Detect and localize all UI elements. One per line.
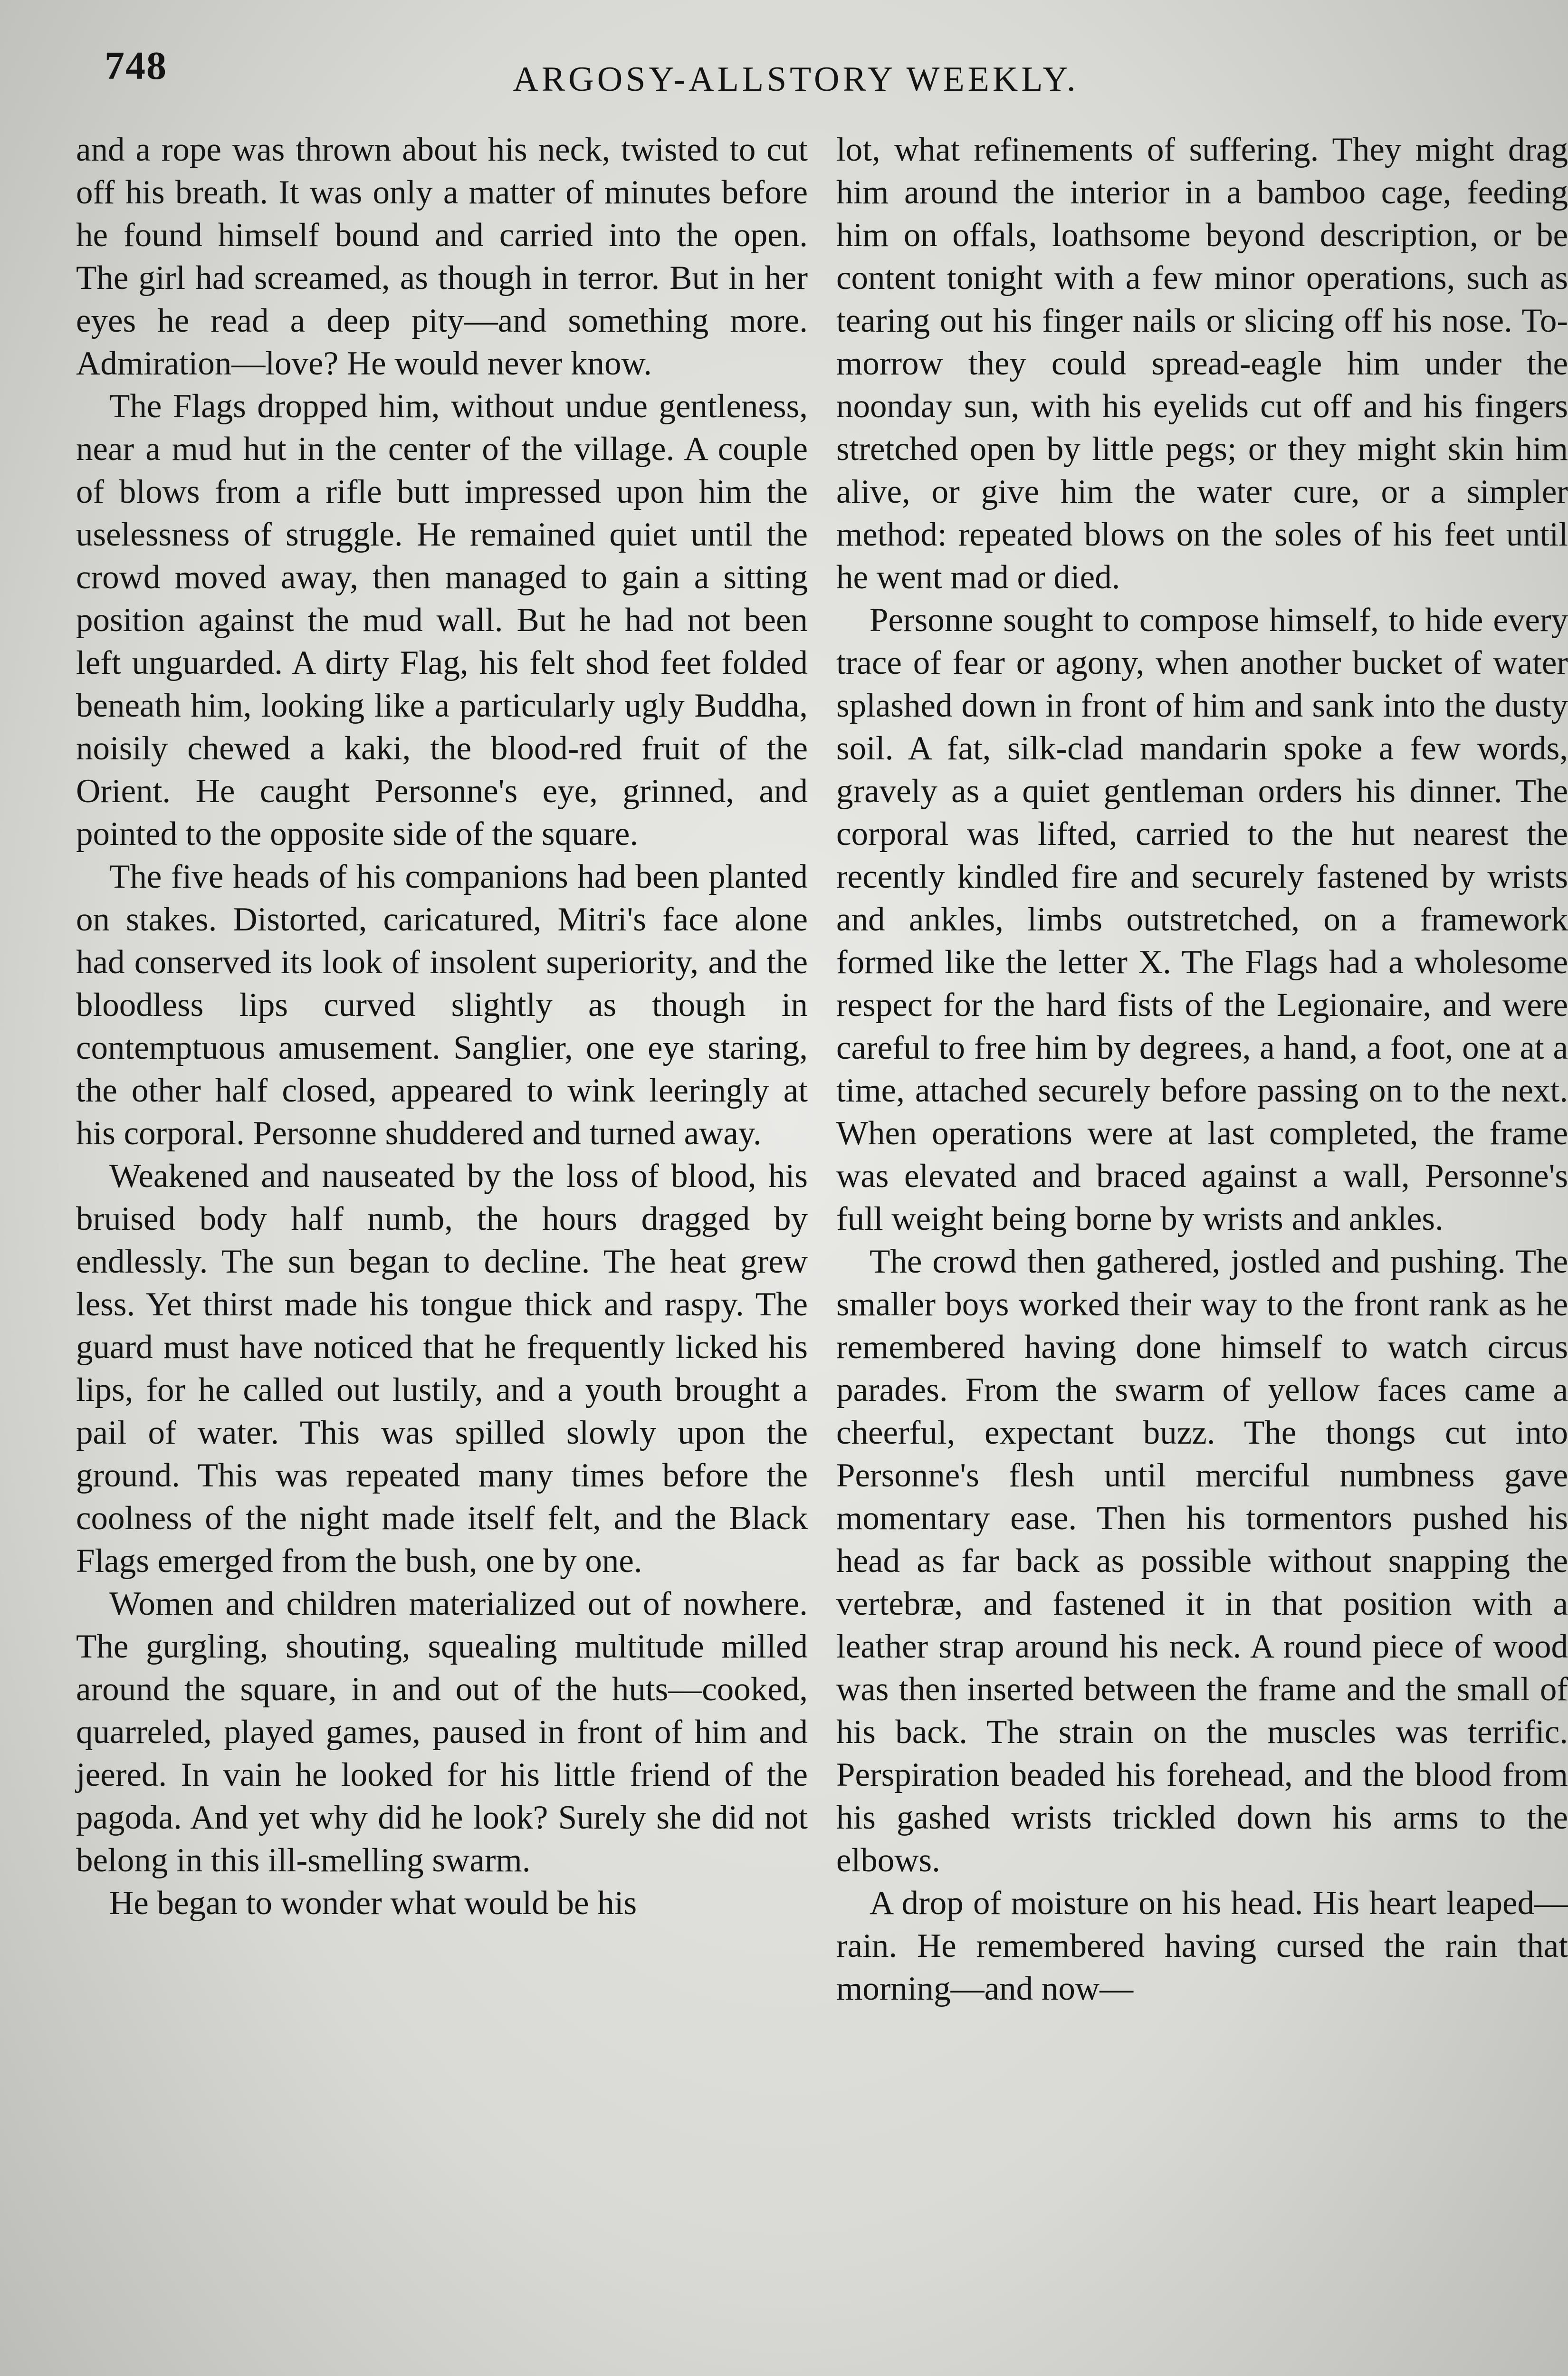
left-paragraph-5: Women and children materialized out of nowhere. The gurgling, shouting, squealing multitude milled around the square, in and out of the huts—cooked, quarreled, played games, paused in front of him and jeered. In vain he looked for his little friend of the pagoda. And yet why did he look? Surely she did not belong in this ill-smelling swarm. (76, 1585, 808, 1879)
left-paragraph-6: He began to wonder what would be his (109, 1885, 637, 1922)
left-column (76, 128, 808, 1925)
right-column (836, 128, 1568, 2010)
left-paragraph-3: The five heads of his companions had been planted on stakes. Distorted, caricatured, Mitri's face alone had conserved its look of insolent superiority, and the bloodless lips curved slightly as though in contemptuous amusement. Sanglier, one eye staring, the other half closed, appeared to wink leeringly at his corporal. Personne shuddered and turned away. (76, 858, 808, 1152)
left-paragraph-4: Weakened and nauseated by the loss of blood, his bruised body half numb, the hours dragged by endlessly. The sun began to decline. The heat grew less. Yet thirst made his tongue thick and raspy. The guard must have noticed that he frequently licked his lips, for he called out lustily, and a youth brought a pail of water. This was spilled slowly upon the ground. This was repeated many times before the coolness of the night made itself felt, and the Black Flags emerged from the bush, one by one. (76, 1158, 808, 1580)
running-head: ARGOSY-ALLSTORY WEEKLY. (513, 60, 1079, 99)
page-header (71, 33, 1520, 119)
right-paragraph-4: A drop of moisture on his head. His heart leaped—rain. He remembered having cursed the rain that morning—and now— (836, 1885, 1568, 2007)
left-paragraph-2: The Flags dropped him, without undue gentleness, near a mud hut in the center of the village. A couple of blows from a rifle butt impressed upon him the uselessness of struggle. He remained quiet until the crowd moved away, then managed to gain a sitting position against the mud wall. But he had not been left unguarded. A dirty Flag, his felt shod feet folded beneath him, looking like a particularly ugly Buddha, noisily chewed a kaki, the blood-red fruit of the Orient. He caught Personne's eye, grinned, and pointed to the opposite side of the square. (76, 388, 808, 853)
right-paragraph-2: Personne sought to compose himself, to hide every trace of fear or agony, when another bucket of water splashed down in front of him and sank into the dusty soil. A fat, silk-clad mandarin spoke a few words, gravely as a quiet gentleman orders his dinner. The corporal was lifted, carried to the hut nearest the recently kindled fire and securely fastened by wrists and ankles, limbs outstretched, on a framework formed like the letter X. The Flags had a wholesome respect for the hard fists of the Legionaire, and were careful to free him by degrees, a hand, a foot, one at a time, attached securely before passing on to the next. When operations were at last completed, the frame was elevated and braced against a wall, Personne's full weight being borne by wrists and ankles. (836, 602, 1568, 1237)
left-paragraph-1: and a rope was thrown about his neck, twisted to cut off his breath. It was only a matter of minutes before he found himself bound and carried into the open. The girl had screamed, as though in terror. But in her eyes he read a deep pity—and something more. Admiration—love? He would never know. (76, 131, 808, 382)
right-paragraph-1: lot, what refinements of suffering. They might drag him around the interior in a bamboo cage, feeding him on offals, loathsome beyond description, or be content tonight with a few minor operations, such as tearing out his finger nails or slicing off his nose. To-morrow they could spread-eagle him under the noonday sun, with his eyelids cut off and his fingers stretched open by little pegs; or they might skin him alive, or give him the water cure, or a simpler method: repeated blows on the soles of his feet until he went mad or died. (836, 131, 1568, 596)
page-number: 748 (105, 44, 167, 88)
right-paragraph-3: The crowd then gathered, jostled and pushing. The smaller boys worked their way to the front rank as he remembered having done himself to watch circus parades. From the swarm of yellow faces came a cheerful, expectant buzz. The thongs cut into Personne's flesh until merciful numbness gave momentary ease. Then his tormentors pushed his head as far back as possible without snapping the vertebræ, and fastened it in that position with a leather strap around his neck. A round piece of wood was then inserted between the frame and the small of his back. The strain on the muscles was terrific. Perspiration beaded his forehead, and the blood from his gashed wrists trickled down his arms to the elbows. (836, 1243, 1568, 1879)
